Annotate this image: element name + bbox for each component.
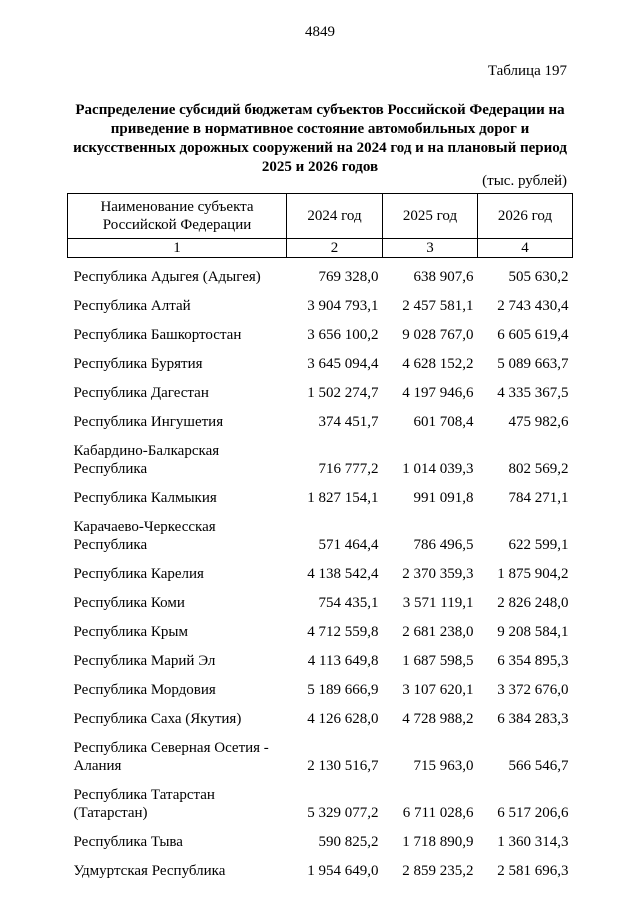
table-row [68, 375, 573, 404]
column-number-4: 4 [478, 239, 573, 258]
table-row [68, 672, 573, 701]
value-2024-cell: 1 502 274,7 [307, 385, 379, 401]
value-2025-cell: 638 907,6 [413, 269, 474, 285]
value-2025-cell: 2 859 235,2 [402, 863, 474, 879]
value-2024-cell: 4 126 628,0 [307, 711, 379, 727]
table-row [68, 480, 573, 509]
table-row [68, 288, 573, 317]
table-row [68, 346, 573, 375]
table-row [68, 317, 573, 346]
value-2024-cell: 754 435,1 [318, 595, 379, 611]
value-2024-cell: 3 645 094,4 [307, 356, 379, 372]
page-number: 4849 [305, 24, 335, 40]
value-2026-cell: 3 372 676,0 [497, 682, 569, 698]
value-2024-cell: 374 451,7 [318, 414, 379, 430]
table-row [68, 614, 573, 643]
region-name-cell: Республика Бурятия [73, 356, 203, 372]
header-year-2024: 2024 год [287, 194, 383, 239]
table-row [68, 509, 573, 556]
table-row [68, 643, 573, 672]
value-2026-cell: 2 826 248,0 [497, 595, 569, 611]
value-2024-cell: 769 328,0 [318, 269, 379, 285]
value-2024-cell: 716 777,2 [318, 461, 379, 477]
value-2025-cell: 1 687 598,5 [402, 653, 474, 669]
value-2026-cell: 505 630,2 [508, 269, 569, 285]
value-2026-cell: 2 581 696,3 [497, 863, 569, 879]
value-2026-cell: 4 335 367,5 [497, 385, 569, 401]
table-row [68, 258, 573, 289]
table-row [68, 777, 573, 824]
table-header-row [68, 194, 573, 239]
table-row [68, 433, 573, 480]
value-2026-cell: 6 517 206,6 [497, 805, 569, 821]
value-2025-cell: 1 718 890,9 [402, 834, 474, 850]
region-name-cell: Республика Марий Эл [73, 653, 216, 669]
table-row [68, 585, 573, 614]
value-2025-cell: 4 628 152,2 [402, 356, 474, 372]
table-row [68, 404, 573, 433]
region-name-cell: Республика Мордовия [73, 682, 216, 698]
value-2024-cell: 3 904 793,1 [307, 298, 379, 314]
region-name-cell: Республика Татарстан (Татарстан) [73, 787, 215, 821]
table-row [68, 853, 573, 882]
value-2026-cell: 2 743 430,4 [497, 298, 569, 314]
subsidy-table [67, 193, 573, 882]
table-row [68, 701, 573, 730]
column-number-row [68, 239, 573, 258]
value-2026-cell: 6 354 895,3 [497, 653, 569, 669]
value-2025-cell: 4 728 988,2 [402, 711, 474, 727]
value-2025-cell: 715 963,0 [413, 758, 474, 774]
value-2025-cell: 786 496,5 [413, 537, 474, 553]
value-2025-cell: 2 370 359,3 [402, 566, 474, 582]
region-name-cell: Кабардино-Балкарская Республика [73, 443, 220, 477]
region-name-cell: Карачаево-Черкесская Республика [73, 519, 216, 553]
value-2025-cell: 4 197 946,6 [402, 385, 474, 401]
region-name-cell: Республика Тыва [73, 834, 183, 850]
value-2024-cell: 1 827 154,1 [307, 490, 379, 506]
value-2024-cell: 571 464,4 [318, 537, 379, 553]
value-2026-cell: 1 875 904,2 [497, 566, 569, 582]
value-2024-cell: 2 130 516,7 [307, 758, 379, 774]
region-name-cell: Республика Коми [73, 595, 185, 611]
region-name-cell: Республика Северная Осетия - Алания [73, 740, 269, 774]
value-2026-cell: 566 546,7 [508, 758, 569, 774]
value-2024-cell: 4 138 542,4 [307, 566, 379, 582]
value-2024-cell: 4 113 649,8 [307, 653, 379, 669]
region-name-cell: Удмуртская Республика [73, 863, 226, 879]
value-2024-cell: 1 954 649,0 [307, 863, 379, 879]
region-name-cell: Республика Башкортостан [73, 327, 242, 343]
value-2026-cell: 784 271,1 [508, 490, 569, 506]
value-2026-cell: 802 569,2 [508, 461, 569, 477]
value-2024-cell: 5 189 666,9 [307, 682, 379, 698]
table-label: Таблица 197 [487, 63, 567, 79]
value-2025-cell: 1 014 039,3 [402, 461, 474, 477]
value-2025-cell: 3 107 620,1 [402, 682, 474, 698]
value-2024-cell: 5 329 077,2 [307, 805, 379, 821]
header-region-name: Наименование субъекта Российской Федерации [68, 194, 287, 239]
region-name-cell: Республика Адыгея (Адыгея) [73, 269, 261, 285]
value-2025-cell: 6 711 028,6 [402, 805, 474, 821]
column-number-2: 2 [287, 239, 383, 258]
value-2026-cell: 9 208 584,1 [497, 624, 569, 640]
value-2026-cell: 6 605 619,4 [497, 327, 569, 343]
value-2025-cell: 9 028 767,0 [402, 327, 474, 343]
region-name-cell: Республика Карелия [73, 566, 204, 582]
value-2026-cell: 622 599,1 [508, 537, 569, 553]
value-2024-cell: 3 656 100,2 [307, 327, 379, 343]
value-2024-cell: 590 825,2 [318, 834, 379, 850]
value-2025-cell: 2 457 581,1 [402, 298, 474, 314]
units-note: (тыс. рублей) [482, 173, 567, 189]
region-name-cell: Республика Алтай [73, 298, 191, 314]
column-number-1: 1 [68, 239, 287, 258]
table-row [68, 556, 573, 585]
value-2026-cell: 475 982,6 [508, 414, 569, 430]
region-name-cell: Республика Саха (Якутия) [73, 711, 242, 727]
value-2026-cell: 1 360 314,3 [497, 834, 569, 850]
value-2026-cell: 5 089 663,7 [497, 356, 569, 372]
table-row [68, 730, 573, 777]
region-name-cell: Республика Калмыкия [73, 490, 217, 506]
value-2024-cell: 4 712 559,8 [307, 624, 379, 640]
header-year-2025: 2025 год [383, 194, 478, 239]
document-title: Распределение субсидий бюджетам субъектов Российской Федерации на приведение в нормативное состояние автомобильных дорог и искусственных дорожных сооружений на 2024 год и на плановый период 2025 и 2026 годов [73, 102, 567, 175]
region-name-cell: Республика Ингушетия [73, 414, 224, 430]
column-number-3: 3 [383, 239, 478, 258]
value-2025-cell: 2 681 238,0 [402, 624, 474, 640]
header-year-2026: 2026 год [478, 194, 573, 239]
region-name-cell: Республика Крым [73, 624, 188, 640]
region-name-cell: Республика Дагестан [73, 385, 209, 401]
value-2025-cell: 991 091,8 [413, 490, 474, 506]
value-2026-cell: 6 384 283,3 [497, 711, 569, 727]
value-2025-cell: 601 708,4 [413, 414, 474, 430]
value-2025-cell: 3 571 119,1 [402, 595, 474, 611]
table-row [68, 824, 573, 853]
